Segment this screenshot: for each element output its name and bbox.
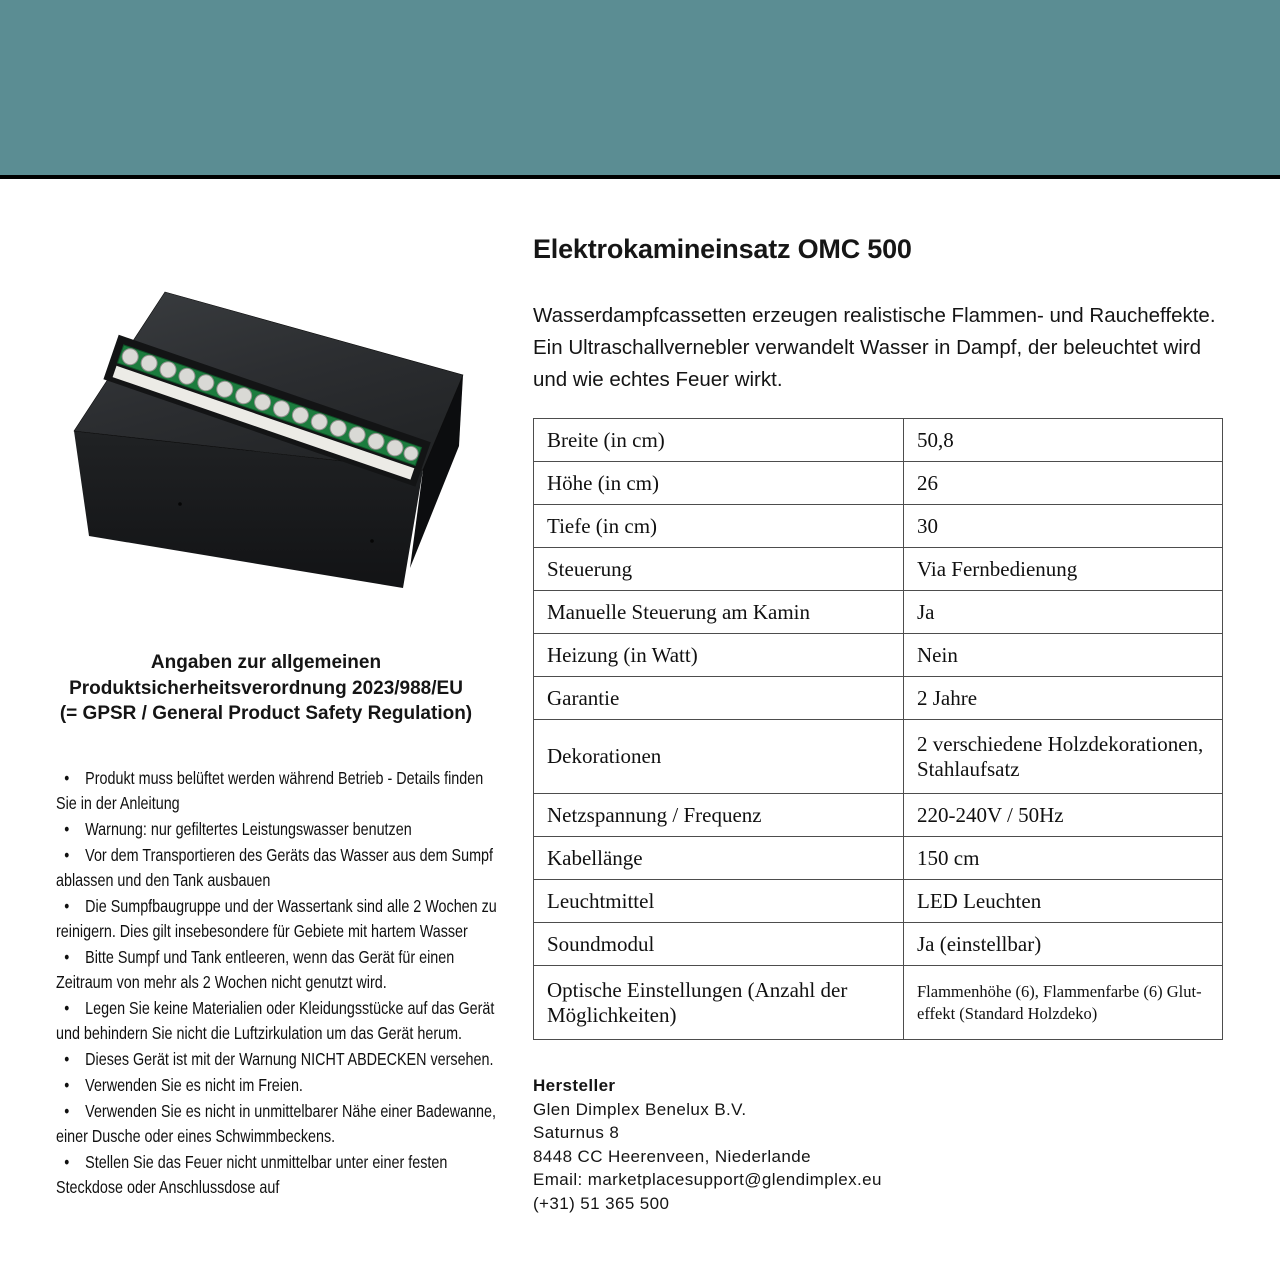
spec-table-row (534, 505, 1223, 548)
manufacturer-line: Saturnus 8 (533, 1123, 620, 1142)
spec-table-row (534, 837, 1223, 880)
intro-paragraph: Wasserdampfcassetten erzeugen realistische Flammen- und Raucheffekte. Ein Ultraschallvernebler verwandelt Wasser in Dampf, der beleuchtet wird und wie echtes Feuer wirkt. (533, 304, 1216, 391)
spec-label-cell: Breite (in cm) (534, 419, 904, 462)
spec-value-cell: 26 (904, 462, 1223, 505)
manufacturer-block (533, 1074, 882, 1215)
header-band (0, 0, 1280, 175)
spec-table-row (534, 880, 1223, 923)
spec-table (533, 418, 1223, 1040)
manufacturer-line: (+31) 51 365 500 (533, 1193, 670, 1213)
manufacturer-line: Email: marketplacesupport@glendimplex.eu (533, 1170, 882, 1189)
spec-table-row (534, 677, 1223, 720)
gpsr-list-item: • Produkt muss belüftet werden während Betrieb - Details finden Sie in der Anleitung (56, 768, 484, 813)
gpsr-list-item: • Bitte Sumpf und Tank entleeren, wenn das Gerät für einen Zeitraum von mehr als 2 Wochen nicht genutzt wird. (56, 947, 455, 992)
spec-table-row (534, 591, 1223, 634)
spec-value-cell: Nein (904, 634, 1223, 677)
gpsr-heading-line: (= GPSR / General Product Safety Regulation) (59, 703, 473, 724)
spec-label-cell: Soundmodul (534, 923, 904, 966)
gpsr-heading-line: Produktsicherheitsverordnung 2023/988/EU (69, 677, 463, 699)
spec-label-cell: Höhe (in cm) (534, 462, 904, 505)
spec-label-cell: Steuerung (534, 548, 904, 591)
gpsr-list (56, 766, 499, 1201)
header-divider-rule (0, 175, 1280, 179)
spec-label-cell: Manuelle Steuerung am Kamin (534, 591, 904, 634)
spec-table-row (534, 720, 1223, 794)
gpsr-list-item: • Vor dem Transportieren des Geräts das Wasser aus dem Sumpf ablassen und den Tank ausbauen (56, 845, 494, 890)
spec-label-cell: Garantie (534, 677, 904, 720)
spec-table-row (534, 419, 1223, 462)
spec-value-cell: 2 Jahre (904, 677, 1223, 720)
screw-dot (370, 539, 374, 543)
gpsr-heading-line: Angaben zur allgemeinen (150, 652, 382, 673)
spec-label-cell: Leuchtmittel (534, 880, 904, 923)
spec-table-row (534, 966, 1223, 1040)
manufacturer-lines (533, 1098, 882, 1216)
spec-table-body (534, 419, 1223, 1040)
gpsr-list-item: • Stellen Sie das Feuer nicht unmittelbar unter einer festen Steckdose oder Anschlussdose auf (56, 1152, 448, 1197)
page-title: Elektrokamineinsatz OMC 500 (533, 234, 912, 264)
spec-table-row (534, 634, 1223, 677)
spec-table-row (534, 548, 1223, 591)
spec-label-cell: Kabellänge (534, 837, 904, 880)
spec-value-cell: 220-240V / 50Hz (904, 794, 1223, 837)
manufacturer-line: 8448 CC Heerenveen, Niederlande (533, 1146, 811, 1166)
spec-label-cell: Netzspannung / Frequenz (534, 794, 904, 837)
gpsr-list-item: • Warnung: nur gefiltertes Leistungswasser benutzen (64, 819, 412, 839)
manufacturer-heading: Hersteller (533, 1076, 616, 1095)
gpsr-list-item: • Verwenden Sie es nicht im Freien. (64, 1075, 303, 1095)
spec-label-cell: Tiefe (in cm) (534, 505, 904, 548)
spec-value-cell: 2 verschiedene Holzdekorationen, Stahlaufsatz (904, 720, 1223, 794)
product-photo (72, 286, 476, 620)
gpsr-list-item: • Dieses Gerät ist mit der Warnung NICHT ABDECKEN versehen. (64, 1049, 494, 1069)
spec-value-cell: Via Fernbedienung (904, 548, 1223, 591)
gpsr-list-item: • Legen Sie keine Materialien oder Kleidungsstücke auf das Gerät und behindern Sie nicht die Luftzirkulation um das Gerät herum. (56, 998, 495, 1043)
spec-label-cell: Dekorationen (534, 720, 904, 794)
screw-dot (178, 502, 182, 506)
spec-value-cell: Ja (904, 591, 1223, 634)
spec-value-cell: LED Leuchten (904, 880, 1223, 923)
spec-table-row (534, 462, 1223, 505)
gpsr-heading (38, 650, 494, 727)
gpsr-list-item: • Die Sumpfbaugruppe und der Wassertank sind alle 2 Wochen zu reinigern. Dies gilt insebesondere für Gebiete mit hartem Wasser (56, 896, 497, 941)
manufacturer-line: Glen Dimplex Benelux B.V. (533, 1099, 747, 1119)
spec-value-cell: 50,8 (904, 419, 1223, 462)
spec-table-row (534, 923, 1223, 966)
spec-value-cell: 30 (904, 505, 1223, 548)
spec-label-cell: Optische Einstellungen (Anzahl der Möglichkeiten) (534, 966, 904, 1040)
spec-value-cell: Ja (einstellbar) (904, 923, 1223, 966)
spec-label-cell: Heizung (in Watt) (534, 634, 904, 677)
spec-value-cell: Flammenhöhe (6), Flammenfarbe (6) Gluteffekt (Standard Holzdeko) (904, 966, 1223, 1040)
spec-table-row (534, 794, 1223, 837)
gpsr-list-item: • Verwenden Sie es nicht in unmittelbarer Nähe einer Badewanne, einer Dusche oder eines Schwimmbeckens. (56, 1101, 497, 1146)
spec-value-cell: 150 cm (904, 837, 1223, 880)
